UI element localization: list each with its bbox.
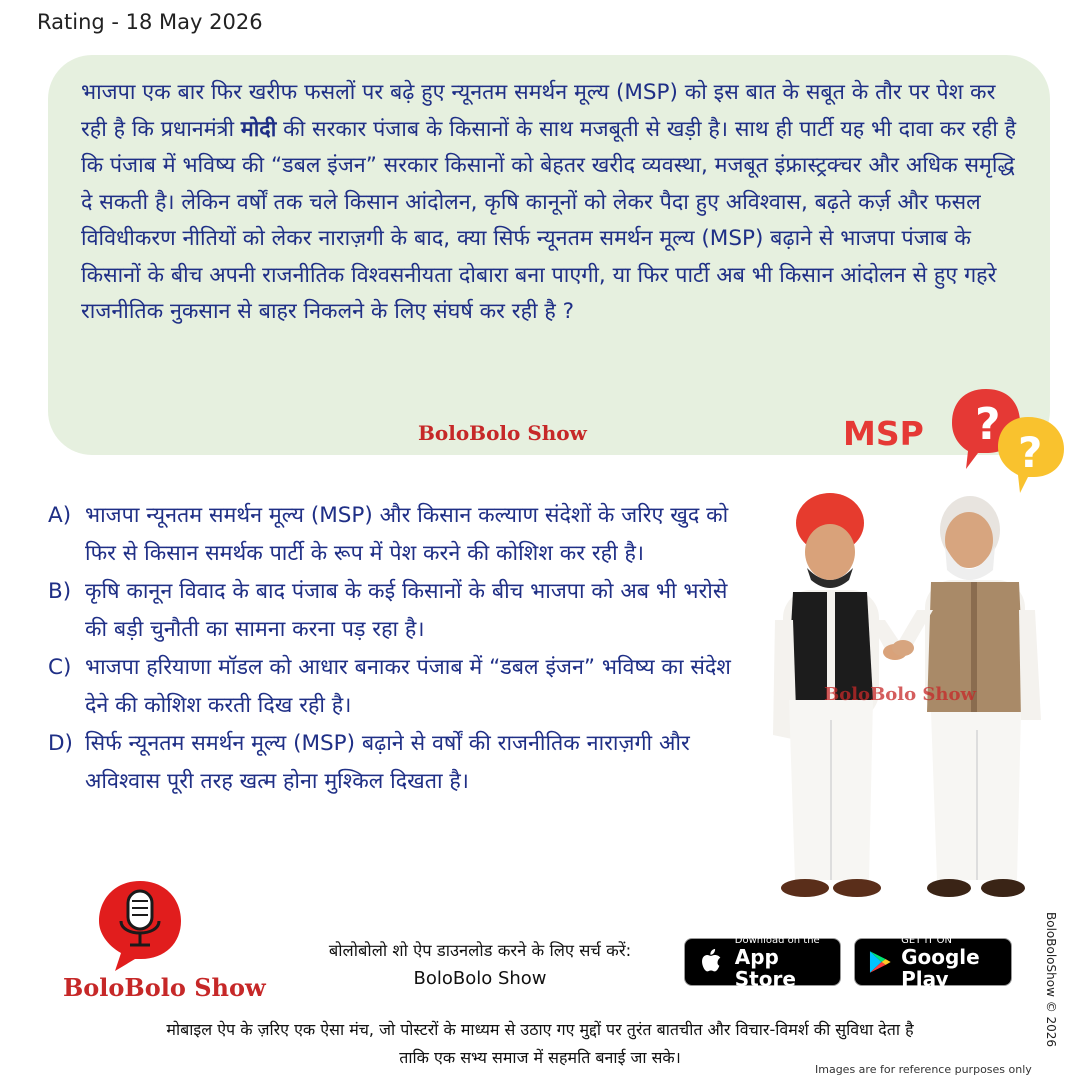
app-store-big: App Store <box>734 944 796 991</box>
download-prompt <box>280 937 680 993</box>
option-text: कृषि कानून विवाद के बाद पंजाब के कई किसानों के बीच भाजपा को अब भी भरोसे की बड़ी चुनौती का सामना करना पड़ रहा है। <box>85 579 728 642</box>
bolobolo-mic-logo <box>95 877 185 972</box>
google-play-small: GET IT ON <box>901 934 953 946</box>
option-text: भाजपा न्यूनतम समर्थन मूल्य (MSP) और किसान कल्याण संदेशों के जरिए खुद को फिर से किसान समर्थक पार्टी के रूप में पेश करने की कोशिश कर रही है। <box>85 503 729 566</box>
question-text-part2: की सरकार पंजाब के किसानों के साथ मजबूती से खड़ी है। साथ ही पार्टी यह भी दावा कर रही है कि पंजाब में भविष्य की “डबल इंजन” सरकार किसानों को बेहतर खरीद व्यवस्था, मजबूत इंफ्रास्ट्रक्चर और अधिक समृद्धि दे सकती है। लेकिन वर्षों तक चले किसान आंदोलन, कृषि कानूनों को लेकर पैदा हुए अविश्वास, बढ़ते कर्ज़ और फसल विविधीकरण नीतियों को लेकर नाराज़गी के बाद, क्या सिर्फ न्यूनतम समर्थन मूल्य (MSP) बढ़ाने से भाजपा पंजाब के किसानों के बीच अपनी राजनीतिक विश्वसनीयता दोबारा बना पाएगी, या फिर पार्टी अब भी किसान आंदोलन से हुए गहरे राजनीतिक नुकसान से बाहर निकलने के लिए संघर्ष कर रही है ? <box>81 116 1017 324</box>
option-letter: B) <box>48 579 72 604</box>
option-letter: C) <box>48 655 72 680</box>
svg-text:?: ? <box>975 399 1001 450</box>
footer-line-1: मोबाइल ऐप के ज़रिए एक ऐसा मंच, जो पोस्टरों के माध्यम से उठाए गए मुद्दों पर तुरंत बातचीत और विचार-विमर्श की सुविधा देता है <box>166 1020 914 1039</box>
answer-options <box>48 497 748 801</box>
option-b[interactable] <box>48 573 748 649</box>
copyright-text: BoloBoloShow © 2026 <box>1044 912 1058 1048</box>
download-app-name: BoloBolo Show <box>413 968 547 989</box>
option-letter: A) <box>48 503 72 528</box>
svg-text:?: ? <box>1018 428 1043 477</box>
brand-watermark: BoloBolo Show <box>418 421 587 445</box>
app-store-button[interactable] <box>684 934 841 991</box>
footer-line-2: ताकि एक सभ्य समाज में सहमति बनाई जा सके। <box>399 1048 681 1067</box>
option-c[interactable] <box>48 649 748 725</box>
option-d[interactable] <box>48 725 748 801</box>
download-prompt-text: बोलोबोलो शो ऐप डाउनलोड करने के लिए सर्च करें: <box>328 941 632 960</box>
google-play-icon <box>865 945 893 979</box>
image-watermark: BoloBolo Show <box>824 684 976 705</box>
question-text-part1: भाजपा एक बार फिर खरीफ फसलों पर बढ़े हुए न्यूनतम समर्थन मूल्य (MSP) को इस बात के सबूत के तौर पर पेश कर रही है कि प्रधानमंत्री <box>81 80 996 142</box>
question-text-bold: मोदी <box>240 116 277 142</box>
msp-tag: MSP <box>843 414 924 453</box>
option-letter: D) <box>48 731 73 756</box>
option-text: सिर्फ न्यूनतम समर्थन मूल्य (MSP) बढ़ाने से वर्षों की राजनीतिक नाराज़गी और अविश्वास पूरी तरह खत्म होना मुश्किल दिखता है। <box>85 731 690 794</box>
disclaimer-text: Images are for reference purposes only <box>815 1063 1032 1076</box>
leaders-illustration <box>745 480 1055 910</box>
apple-icon <box>695 944 729 980</box>
app-store-small: Download on the <box>734 934 820 946</box>
rating-date: Rating - 18 May 2026 <box>37 10 263 34</box>
question-text <box>81 75 1021 331</box>
option-text: भाजपा हरियाणा मॉडल को आधार बनाकर पंजाब में “डबल इंजन” भविष्य का संदेश देने की कोशिश करती दिख रही है। <box>85 655 731 718</box>
question-panel <box>48 55 1050 455</box>
google-play-button[interactable] <box>854 934 1012 991</box>
google-play-big: Google Play <box>901 944 980 991</box>
brand-logo-text: BoloBolo Show <box>63 973 266 1002</box>
option-a[interactable] <box>48 497 748 573</box>
